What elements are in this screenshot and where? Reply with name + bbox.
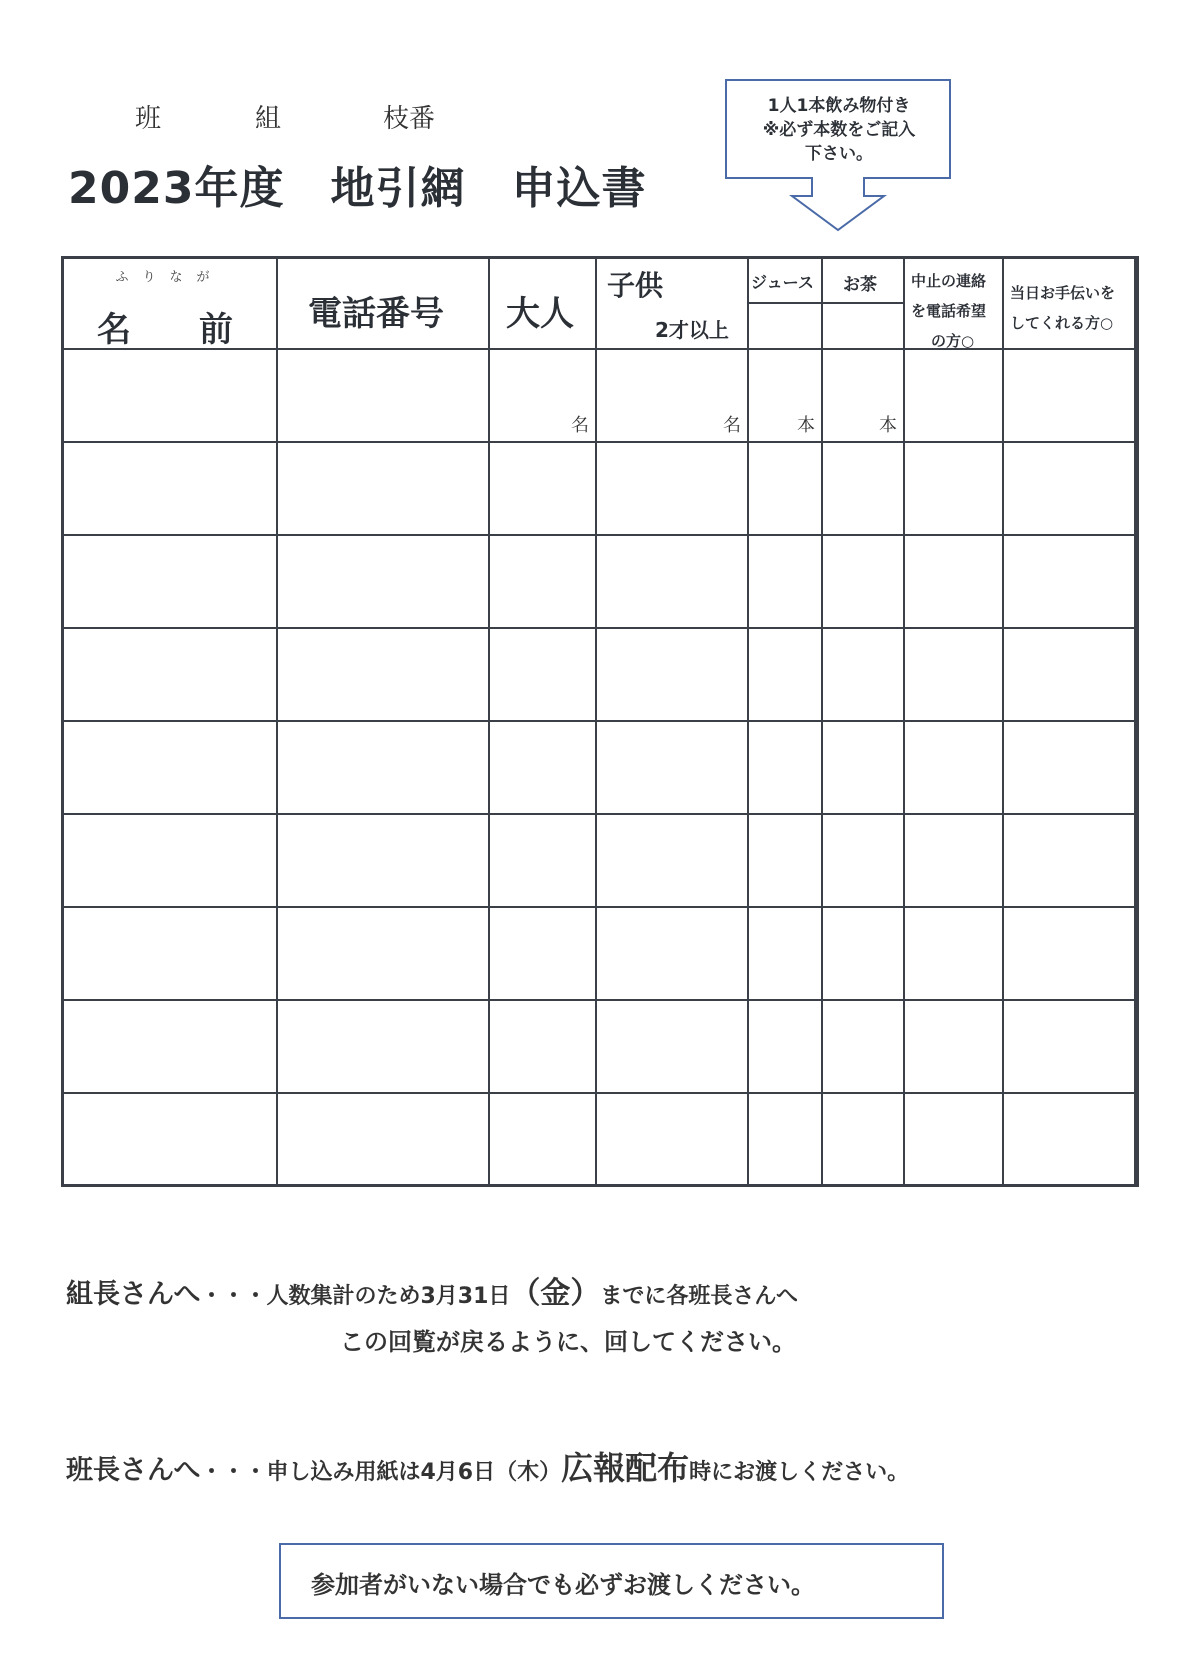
cancel-header-line-1: 中止の連絡 [911, 272, 987, 290]
title-doc: 申込書 [511, 163, 647, 214]
name-ruby: ふりなが [115, 270, 224, 285]
tea-header: お茶 [843, 275, 877, 295]
kumi-label: 組 [255, 104, 282, 134]
table-outer-border [61, 256, 1137, 1187]
han-label: 班 [135, 104, 162, 134]
child-header: 子供 [607, 269, 664, 302]
callout-line-2: ※必ず本数をご記入 [762, 120, 916, 140]
kumicho-text-2: までに各班長さんへ [600, 1284, 798, 1309]
help-header-line-1: 当日お手伝いを [1010, 284, 1116, 302]
child-unit: 名 [723, 415, 741, 436]
hancho-note [66, 1443, 909, 1489]
title-event: 地引網 [330, 163, 466, 214]
hancho-to: 班長さんへ [66, 1455, 201, 1486]
kumicho-note-line-2: この回覧が戻るように、回してください。 [340, 1328, 796, 1356]
juice-unit: 本 [797, 415, 815, 436]
adult-unit: 名 [571, 415, 589, 436]
cancel-header-line-2: を電話希望 [911, 302, 987, 320]
notice-box [279, 1543, 944, 1619]
kumicho-to: 組長さんへ [66, 1279, 201, 1310]
child-age-note: 2才以上 [655, 318, 729, 342]
juice-header: ジュース [751, 273, 814, 292]
help-header-line-2: してくれる方○ [1010, 314, 1114, 332]
kumicho-day: （金） [510, 1276, 601, 1311]
kumicho-dots: ・・・ [200, 1284, 267, 1309]
callout-line-1: 1人1本飲み物付き [767, 96, 911, 116]
title-year: 2023年度 [68, 163, 285, 214]
kumicho-text-1: 人数集計のため3月31日 [266, 1284, 511, 1309]
phone-header: 電話番号 [308, 294, 444, 334]
hancho-dots: ・・・ [200, 1460, 267, 1485]
drink-callout [724, 78, 952, 232]
callout-line-3: 下さい。 [805, 144, 873, 164]
name-header: 名 前 [97, 310, 233, 350]
cancel-header-line-3: の方○ [931, 332, 975, 350]
hancho-text-2: 時にお渡しください。 [689, 1460, 910, 1485]
page-title [68, 152, 692, 216]
hancho-text-1: 申し込み用紙は4月6日（木） [266, 1460, 562, 1485]
kumicho-note [66, 1268, 798, 1312]
tea-unit: 本 [879, 415, 897, 436]
notice-text: 参加者がいない場合でも必ずお渡しください。 [311, 1571, 815, 1599]
hancho-big: 広報配布 [561, 1449, 690, 1487]
adult-header: 大人 [506, 294, 574, 334]
edaban-label: 枝番 [383, 104, 436, 134]
